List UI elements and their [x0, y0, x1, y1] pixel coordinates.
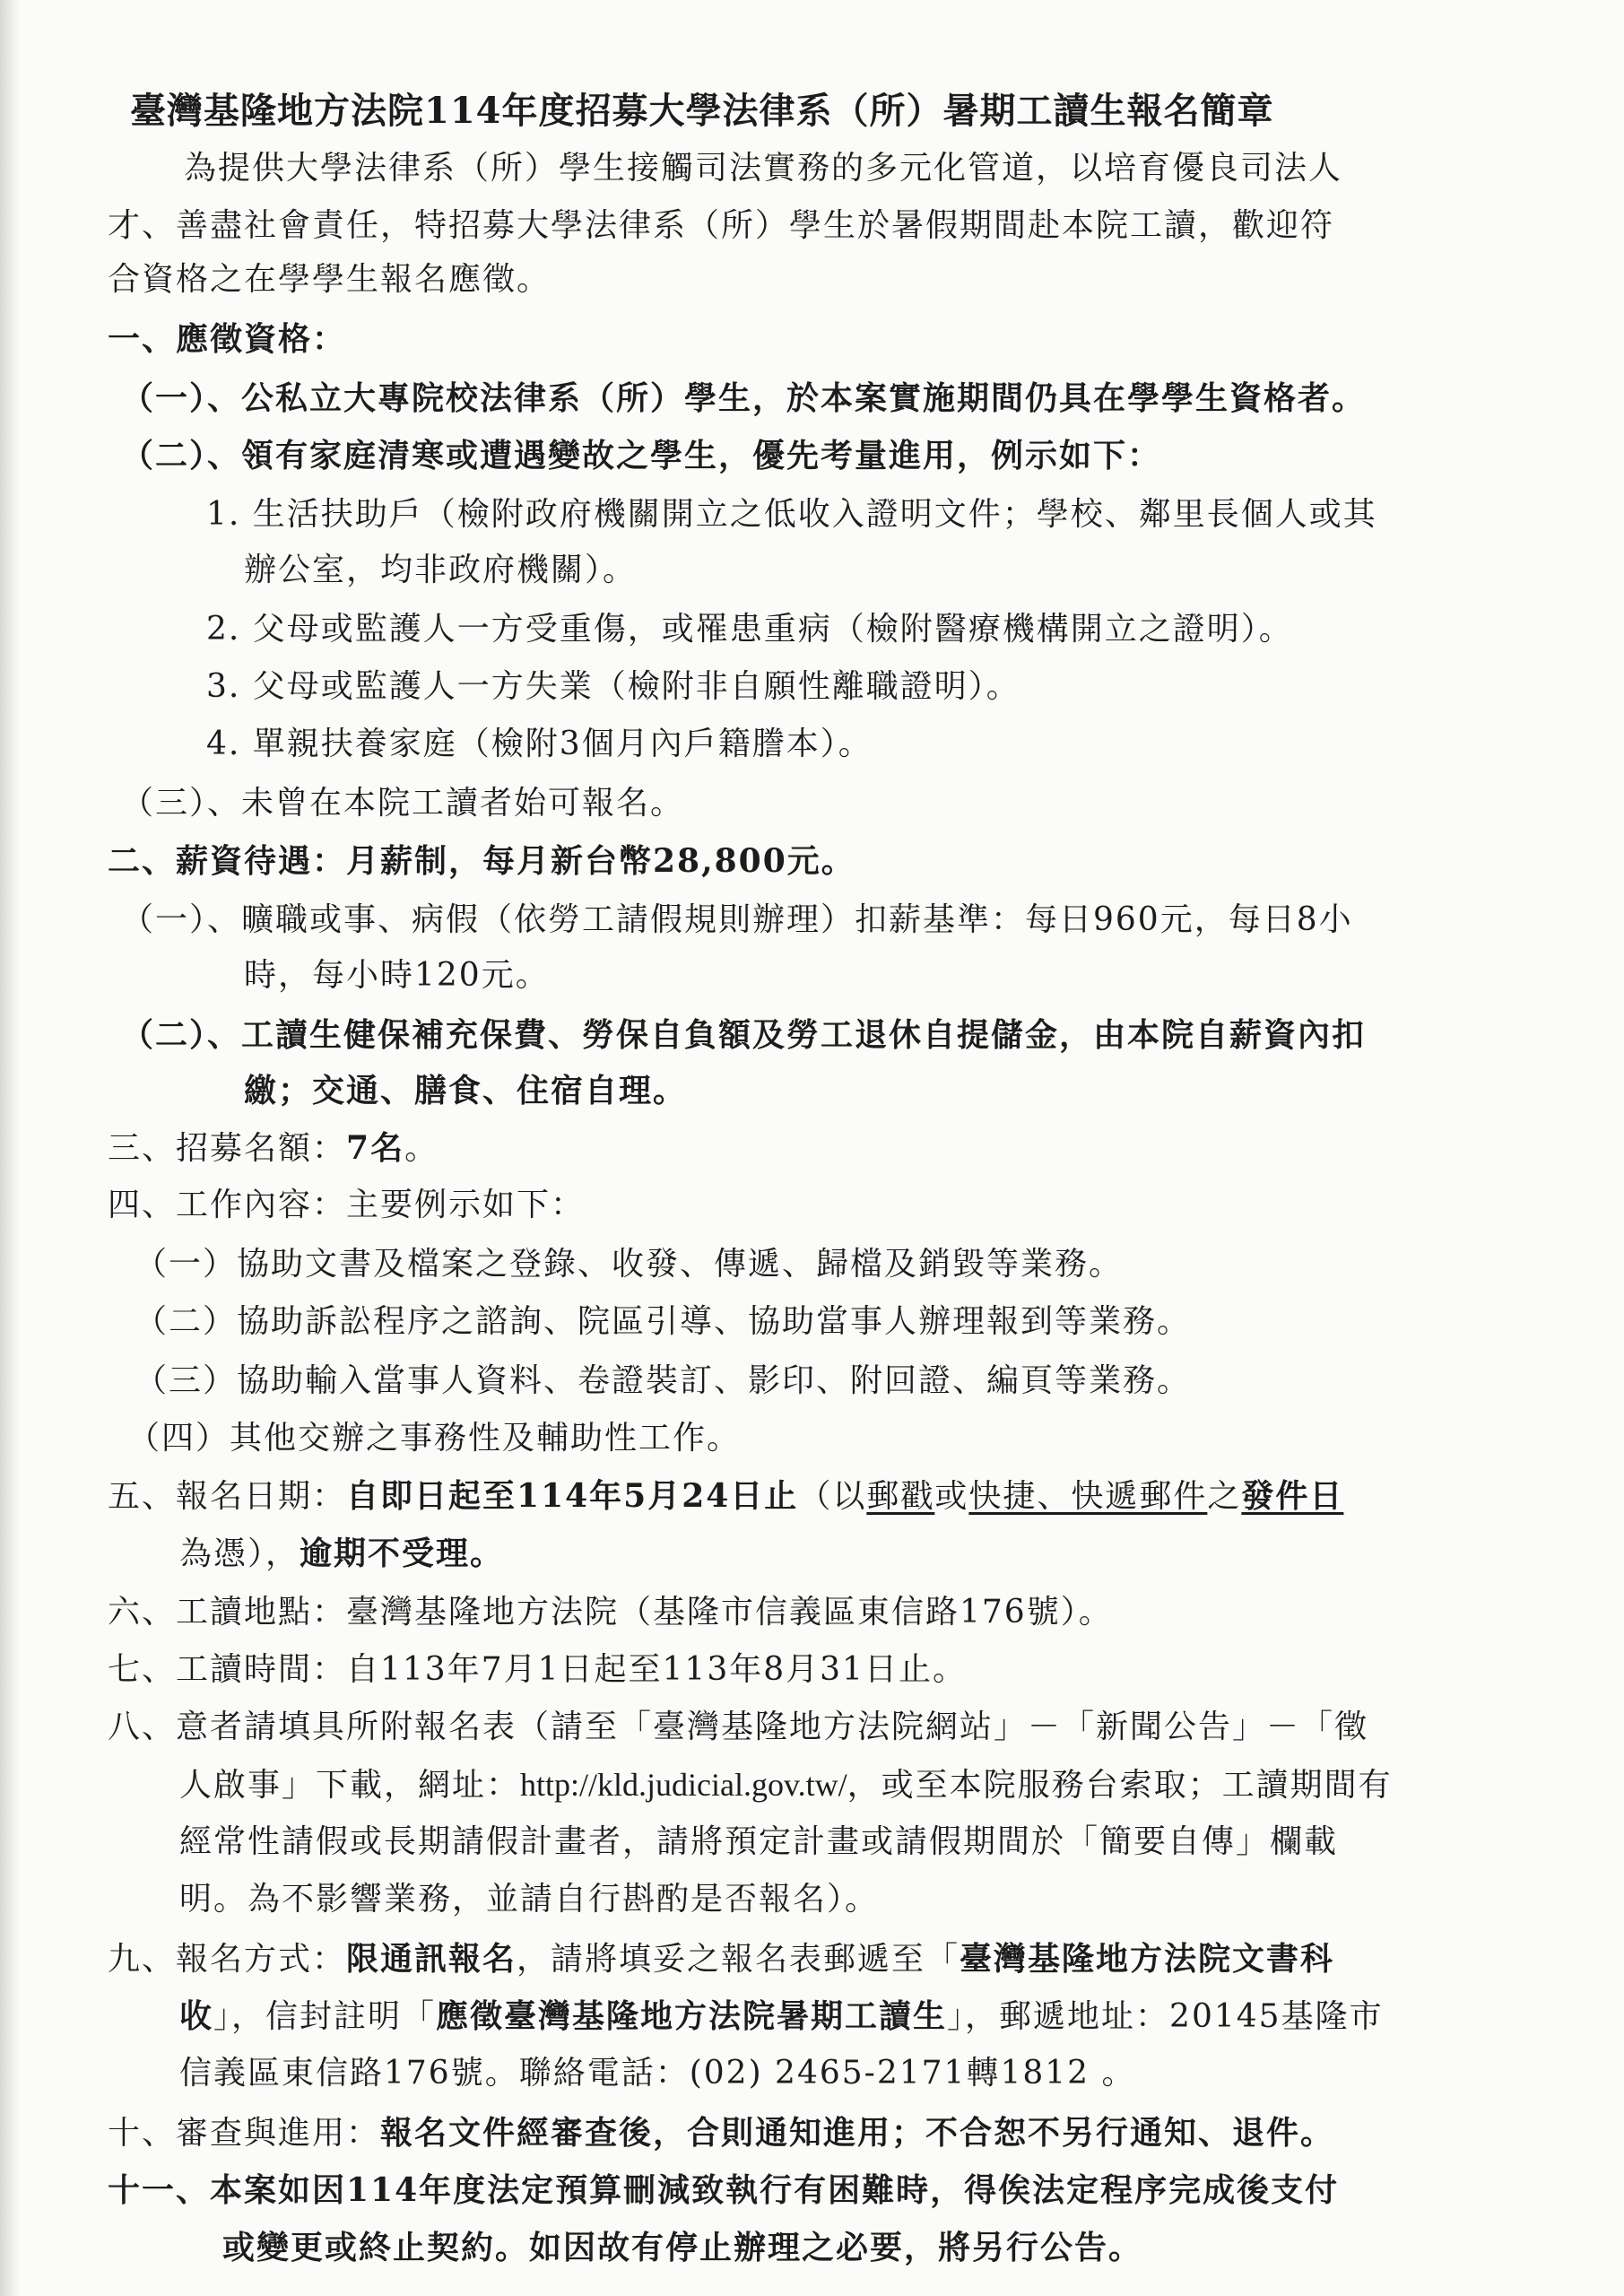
section-3-value: 7名: [346, 1129, 405, 1167]
section-7: 七、工讀時間：自113年7月1日起至113年8月31日止。: [108, 1651, 967, 1688]
section-9-t1: ，請將填妥之報名表郵遞至「: [517, 1941, 960, 1978]
section-9-envelope-note: 應徵臺灣基隆地方法院暑期工讀生: [436, 1997, 948, 2035]
section-9-label: 九、報名方式：: [108, 1941, 347, 1978]
section-4-item-3: （三）協助輸入當事人資料、卷證裝訂、影印、附回證、編頁等業務。: [135, 1362, 1192, 1399]
section-2-item-2a: （二）、工讀生健保補充保費、勞保自負額及勞工退休自提儲金，由本院自薪資內扣: [121, 1016, 1367, 1054]
section-8-line-1: 八、意者請填具所附報名表（請至「臺灣基隆地方法院網站」－「新聞公告」－「徵: [108, 1709, 1369, 1745]
website-url-link[interactable]: http://kld.judicial.gov.tw/: [520, 1767, 847, 1803]
section-5-postmark: 郵戳: [866, 1478, 935, 1515]
section-5-line-1: [108, 1477, 1344, 1515]
section-3-end: 。: [404, 1130, 439, 1167]
section-5-label: 五、報名日期：: [108, 1478, 347, 1515]
section-9-line-3: 信義區東信路176號。聯絡電話：(02) 2465-2171轉1812 。: [179, 2055, 1136, 2092]
section-3-label: 三、招募名額：: [108, 1130, 347, 1167]
section-2-item-1b: 時，每小時120元。: [244, 957, 550, 994]
section-6: 六、工讀地點：臺灣基隆地方法院（基隆市信義區東信路176號）。: [108, 1594, 1113, 1631]
section-1-item-1: （一）、公私立大專院校法律系（所）學生，於本案實施期間仍具在學學生資格者。: [121, 379, 1367, 417]
section-5-line-2a: 為憑），: [179, 1535, 300, 1572]
section-5-send-date: 發件日: [1241, 1477, 1344, 1515]
section-5-p2: 或: [934, 1478, 969, 1515]
intro-line-2: 才、善盡社會責任，特招募大學法律系（所）學生於暑假期間赴本院工讀，歡迎符: [108, 207, 1335, 244]
intro-line-1: 為提供大學法律系（所）學生接觸司法實務的多元化管道，以培育優良司法人: [184, 150, 1343, 187]
scan-edge: [0, 0, 20, 2296]
section-2-item-2b: 繳；交通、膳食、住宿自理。: [244, 1072, 688, 1109]
section-9-recipient-end: 收: [179, 1997, 214, 2035]
section-4-item-2: （二）協助訴訟程序之諮詢、院區引導、協助當事人辦理報到等業務。: [135, 1303, 1192, 1340]
section-4-item-1: （一）協助文書及檔案之登錄、收發、傳遞、歸檔及銷毀等業務。: [135, 1246, 1124, 1283]
section-10-text: 報名文件經審查後，合則通知進用；不合恕不另行通知、退件。: [380, 2114, 1335, 2152]
section-9-method: 限通訊報名: [346, 1940, 517, 1978]
section-4-item-4: （四）其他交辦之事務性及輔助性工作。: [127, 1420, 742, 1457]
section-8-line-2: [179, 1769, 1393, 1802]
section-11-line-2: 或變更或終止契約。如因故有停止辦理之必要，將另行公告。: [222, 2229, 1143, 2266]
section-5-p3: 之: [1207, 1478, 1242, 1515]
section-10: [108, 2114, 1335, 2152]
section-2-item-1a: （一）、曠職或事、病假（依勞工請假規則辦理）扣薪基準：每日960元，每日8小: [121, 901, 1353, 938]
section-1-sub-2: 2. 父母或監護人一方受重傷，或罹患重病（檢附醫療機構開立之證明）。: [206, 611, 1293, 648]
section-9-recipient: 臺灣基隆地方法院文書科: [960, 1940, 1335, 1978]
section-8-line-3: 經常性請假或長期請假計畫者，請將預定計畫或請假期間於「簡要自傳」欄載: [179, 1823, 1339, 1860]
section-5-line-2: [179, 1537, 504, 1570]
section-1-item-2: （二）、領有家庭清寒或遭遇變故之學生，優先考量進用，例示如下：: [121, 437, 1162, 474]
section-1-sub-3: 3. 父母或監護人一方失業（檢附非自願性離職證明）。: [206, 668, 1020, 705]
section-1-sub-1b: 辦公室，均非政府機關）。: [244, 552, 638, 588]
section-1-sub-4: 4. 單親扶養家庭（檢附3個月內戶籍謄本）。: [206, 726, 873, 762]
section-3: [108, 1129, 439, 1167]
page-title: 臺灣基隆地方法院114年度招募大學法律系（所）暑期工讀生報名簡章: [130, 90, 1274, 132]
section-5-p1: （以: [798, 1478, 867, 1515]
section-9-line-1: [108, 1940, 1335, 1978]
section-5-date: 自即日起至114年5月24日止: [346, 1477, 799, 1515]
section-11-line-1: 十一、本案如因114年度法定預算刪減致執行有困難時，得俟法定程序完成後支付: [108, 2171, 1340, 2209]
section-8-line-2a: 人啟事」下載，網址：: [179, 1767, 521, 1804]
section-8-line-2b: ，或至本院服務台索取；工讀期間有: [847, 1767, 1393, 1804]
section-5-express: 快捷、快遞郵件: [968, 1478, 1208, 1515]
section-9-t3: 」，郵遞地址：20145基隆市: [947, 1998, 1384, 2035]
intro-line-3: 合資格之在學學生報名應徵。: [108, 261, 551, 298]
section-10-label: 十、審查與進用：: [108, 2115, 381, 2152]
section-9-line-2: [179, 1997, 1384, 2035]
section-9-t2: 」，信封註明「: [213, 1998, 437, 2035]
section-1-sub-1a: 1. 生活扶助戶（檢附政府機關開立之低收入證明文件；學校、鄰里長個人或其: [206, 496, 1377, 533]
section-2-heading: 二、薪資待遇：月薪制，每月新台幣28,800元。: [108, 842, 855, 880]
section-4-heading: 四、工作內容：主要例示如下：: [108, 1187, 586, 1223]
section-1-heading: 一、應徵資格：: [108, 320, 347, 358]
section-5-line-2b: 逾期不受理。: [300, 1535, 505, 1572]
section-1-item-3: （三）、未曾在本院工讀者始可報名。: [121, 785, 685, 822]
section-8-line-4: 明。為不影響業務，並請自行斟酌是否報名）。: [179, 1881, 880, 1918]
